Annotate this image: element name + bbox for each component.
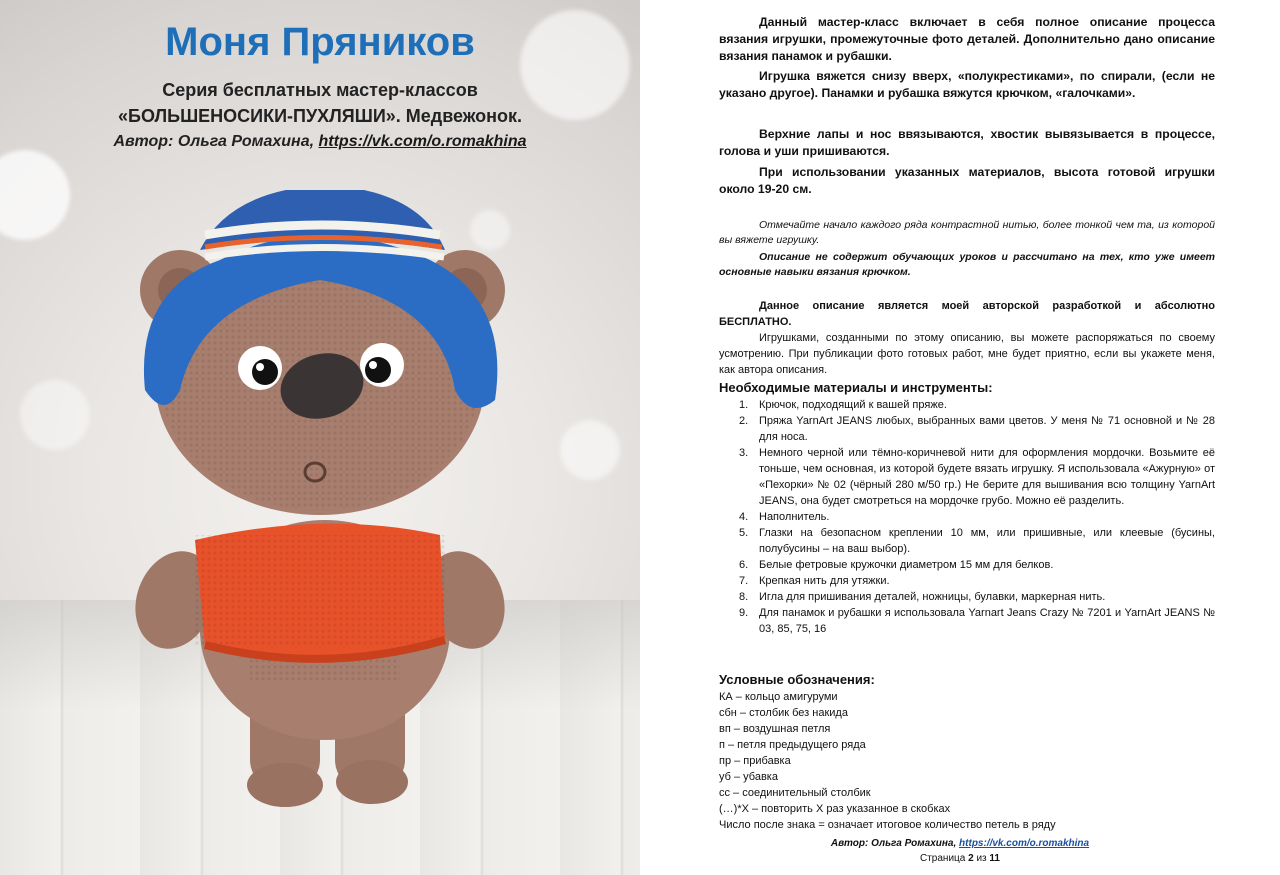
usage-notice: Игрушками, созданными по этому описанию, вы можете распоряжаться по своему усмотрению. При публикации фото готовых работ, мне будет приятно, если вы укажете меня, как автора описания. — [719, 332, 1215, 376]
text-page — [640, 0, 1280, 875]
list-item: 7. Крепкая нить для утяжки. — [739, 575, 890, 587]
total-pages: 11 — [989, 853, 1000, 864]
intro-paragraph-4: При использовании указанных материалов, высота готовой игрушки около 19-20 см. — [719, 165, 1215, 196]
legend-item: сбн – столбик без накида — [719, 707, 848, 719]
bear-toy-image — [110, 190, 530, 850]
italic-bold-note: Описание не содержит обучающих уроков и рассчитано на тех, кто уже имеет основные навыки вязания крючком. — [719, 251, 1215, 278]
legend-item: сс – соединительный столбик — [719, 787, 871, 799]
bokeh-light — [0, 150, 70, 240]
intro-paragraph-1: Данный мастер-класс включает в себя полное описание процесса вязания игрушки, промежуточные фото деталей. Дополнительно дано описание вязания панамок и рубашки. — [719, 15, 1215, 63]
list-item: 9. Для панамок и рубашки я использовала Yarnart Jeans Crazy № 7201 и YarnArt JEANS № 03, 85, 75, 16 — [739, 607, 1215, 635]
cover-author-prefix: Автор: Ольга Ромахина, — [113, 133, 315, 150]
bear-left-foot — [247, 763, 323, 807]
legend-item: п – петля предыдущего ряда — [719, 739, 866, 751]
footer-author-prefix: Автор: Ольга Ромахина, — [830, 838, 957, 849]
list-item: 3. Немного черной или тёмно-коричневой нити для оформления мордочки. Возьмите её тоньше, чем основная, из которой будете вязать игрушку. Я использовала «Ажурную» от «Пехорки» № 02 (чёрный 280 м/50 гр.) Не берите для вышивания всю толщину YarnArt JEANS, она будет смотреться на мордочке грубо. Можно её разделить. — [739, 447, 1215, 507]
materials-list — [719, 397, 1215, 637]
page-number: Страница 2 из 11 — [920, 853, 1000, 864]
cover-author — [0, 133, 640, 151]
free-notice: Данное описание является моей авторской разработкой и абсолютно БЕСПЛАТНО. — [719, 300, 1215, 328]
footer-author — [640, 838, 1280, 849]
bear-left-eye — [252, 359, 278, 385]
italic-note: Отмечайте начало каждого ряда контрастной нитью, более тонкой чем та, из которой вы вяжете игрушку. — [719, 219, 1215, 246]
cover-author-link[interactable]: https://vk.com/o.romakhina — [318, 133, 527, 150]
bokeh-light — [560, 420, 620, 480]
list-item: 1. Крючок, подходящий к вашей пряже. — [739, 399, 947, 411]
cover-subtitle-line2: «БОЛЬШЕНОСИКИ-ПУХЛЯШИ». Медвежонок. — [118, 106, 522, 126]
bokeh-light — [20, 380, 90, 450]
legend-heading: Условные обозначения: — [719, 672, 875, 687]
materials-heading: Необходимые материалы и инструменты: — [719, 380, 993, 395]
bear-right-eye — [365, 357, 391, 383]
list-item: 6. Белые фетровые кружочки диаметром 15 мм для белков. — [739, 559, 1054, 571]
legend-item: уб – убавка — [719, 771, 778, 783]
intro-paragraph-3: Верхние лапы и нос ввязываются, хвостик вывязывается в процессе, голова и уши пришиваются. — [719, 127, 1215, 158]
intro-paragraph-2: Игрушка вяжется снизу вверх, «полукрестиками», по спирали, (если не указано другое). Панамки и рубашка вяжутся крючком, «галочками». — [719, 69, 1215, 100]
list-item: 8. Игла для пришивания деталей, ножницы, булавки, маркерная нить. — [739, 591, 1106, 603]
legend-item: КА – кольцо амигуруми — [719, 691, 838, 703]
current-page: 2 — [968, 853, 974, 864]
legend-item: (…)*Х – повторить Х раз указанное в скобках — [719, 803, 951, 815]
bear-right-foot — [336, 760, 408, 804]
legend-item: вп – воздушная петля — [719, 723, 831, 735]
cover-subtitle-line1: Серия бесплатных мастер-классов — [162, 80, 478, 100]
legend-item: пр – прибавка — [719, 755, 791, 767]
footer-author-link[interactable]: https://vk.com/o.romakhina — [959, 838, 1090, 849]
cover-title: Моня Пряников — [165, 20, 475, 64]
list-item: 5. Глазки на безопасном креплении 10 мм, или пришивные, или клеевые (бусины, полубусины – на ваш выбор). — [739, 527, 1215, 555]
legend-item: Число после знака = означает итоговое количество петель в ряду — [719, 819, 1056, 831]
list-item: 2. Пряжа YarnArt JEANS любых, выбранных вами цветов. У меня № 71 основной и № 28 для носа. — [739, 415, 1215, 443]
list-item: 4. Наполнитель. — [739, 511, 830, 523]
